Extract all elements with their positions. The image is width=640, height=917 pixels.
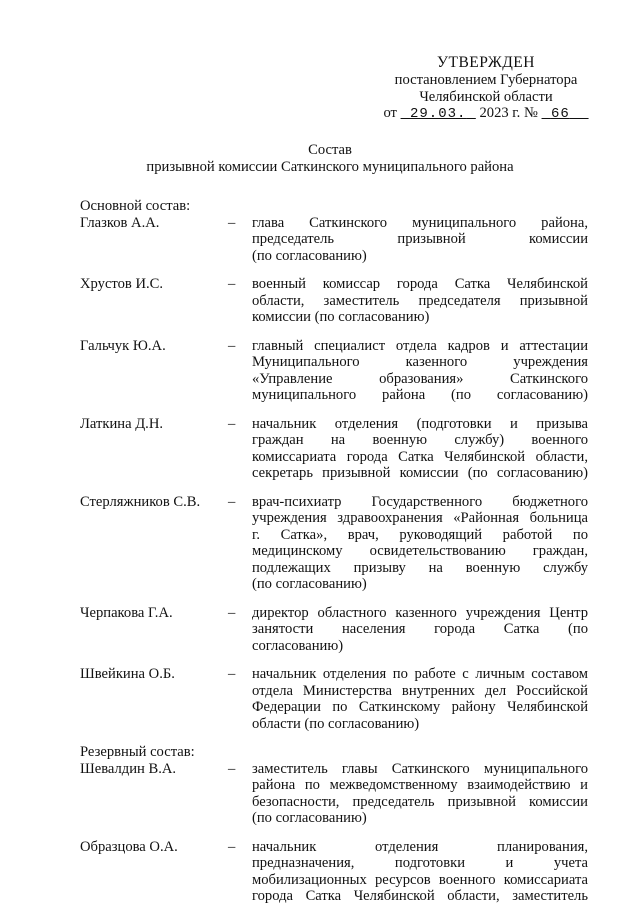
- member-name: Образцова О.А.: [80, 838, 178, 855]
- position-line: начальник отделения (подготовки и призыва: [252, 415, 588, 432]
- heading-line-2: призывной комиссии Саткинского муниципального района: [146, 158, 514, 175]
- position-line: отдела Министерства внутренних дел Российской: [252, 682, 588, 699]
- member-row: [80, 215, 588, 265]
- member-row: [80, 338, 588, 404]
- member-dash: –: [228, 838, 236, 855]
- member-position: [252, 338, 588, 404]
- member-name: Латкина Д.Н.: [80, 415, 164, 432]
- member-dash: –: [228, 337, 236, 354]
- member-row: [80, 276, 588, 326]
- position-line: начальник отделения планирования,: [252, 838, 588, 855]
- member-position: [252, 276, 588, 326]
- member-position: [252, 839, 588, 905]
- member-dash: –: [228, 604, 236, 621]
- position-line: комиссариата города Сатка Челябинской области,: [252, 448, 588, 465]
- position-line: города Сатка Челябинской области, заместитель: [252, 888, 588, 904]
- position-line: занятости населения города Сатка (по: [252, 621, 588, 637]
- position-line: (по согласованию): [252, 810, 367, 826]
- position-line: комиссии (по согласованию): [252, 309, 430, 325]
- member-dash: –: [228, 493, 236, 510]
- member-position: [252, 494, 588, 593]
- position-line: военный комиссар города Сатка Челябинской: [252, 276, 588, 292]
- position-line: секретарь призывной комиссии (по согласованию): [252, 465, 588, 481]
- member-row: [80, 416, 588, 482]
- position-line: главный специалист отдела кадров и аттестации: [252, 337, 588, 354]
- member-name: Стерляжников С.В.: [80, 493, 201, 510]
- document-heading: [80, 142, 580, 175]
- position-line: г. Сатка», врач, руководящий работой по: [252, 526, 588, 543]
- member-name: Шевалдин В.А.: [80, 760, 177, 777]
- position-line: заместитель главы Саткинского муниципального: [252, 760, 588, 777]
- member-name: Глазков А.А.: [80, 214, 160, 231]
- position-line: директор областного казенного учреждения Центр: [252, 604, 588, 621]
- member-dash: –: [228, 760, 236, 777]
- position-line: подлежащих призыву на военную службу: [252, 559, 588, 576]
- position-line: муниципального района (по согласованию): [252, 387, 588, 403]
- date-value: 29.03.: [409, 106, 467, 122]
- member-position: [252, 761, 588, 827]
- member-row: [80, 494, 588, 593]
- position-line: (по согласованию): [252, 247, 367, 264]
- member-position: [252, 605, 588, 655]
- member-name: Швейкина О.Б.: [80, 666, 175, 682]
- member-dash: –: [228, 666, 236, 682]
- position-line: начальник отделения по работе с личным составом: [252, 666, 588, 682]
- position-line: мобилизационных ресурсов военного комиссариата: [252, 871, 588, 888]
- member-name: Гальчук Ю.А.: [80, 337, 166, 354]
- heading-line-1: Состав: [308, 142, 352, 158]
- member-dash: –: [228, 276, 236, 292]
- member-position: [252, 666, 588, 732]
- member-position: [252, 416, 588, 482]
- decree-number: 66: [550, 106, 570, 122]
- position-line: области (по согласованию): [252, 715, 420, 732]
- reserve-members-list: [80, 761, 588, 905]
- position-line: медицинскому освидетельствованию граждан,: [252, 543, 588, 559]
- approval-block: [370, 54, 602, 123]
- approval-line-1: постановлением Губернатора: [394, 72, 578, 88]
- position-line: «Управление образования» Саткинского: [252, 370, 588, 387]
- position-line: района по межведомственному взаимодействию и: [252, 777, 588, 793]
- approval-title: УТВЕРЖДЕН: [437, 54, 535, 71]
- member-name: Черпакова Г.А.: [80, 604, 173, 621]
- reserve-section-title: Резервный состав:: [80, 744, 195, 760]
- date-prefix: от: [383, 105, 397, 121]
- position-line: учреждения здравоохранения «Районная больница: [252, 510, 588, 526]
- main-members-list: [80, 215, 588, 733]
- approval-date-line: [370, 105, 602, 123]
- position-line: Федерации по Саткинскому району Челябинской: [252, 699, 588, 715]
- position-line: председатель призывной комиссии: [252, 231, 588, 247]
- position-line: безопасности, председатель призывной комиссии: [252, 793, 588, 810]
- position-line: врач-психиатр Государственного бюджетного: [252, 493, 588, 510]
- member-position: [252, 215, 588, 265]
- year-text: 2023 г. №: [479, 105, 538, 121]
- position-line: предназначения, подготовки и учета: [252, 855, 588, 871]
- position-line: Муниципального казенного учреждения: [252, 354, 588, 370]
- member-name: Хрустов И.С.: [80, 276, 164, 292]
- member-row: [80, 839, 588, 905]
- member-row: [80, 605, 588, 655]
- main-section-title: Основной состав:: [80, 198, 191, 214]
- position-line: области, заместитель председателя призывной: [252, 292, 588, 309]
- member-dash: –: [228, 214, 236, 231]
- position-line: согласованию): [252, 637, 344, 654]
- approval-line-2: Челябинской области: [419, 88, 553, 105]
- member-dash: –: [228, 415, 236, 432]
- position-line: глава Саткинского муниципального района,: [252, 214, 588, 231]
- member-row: [80, 761, 588, 827]
- members-content: [80, 198, 588, 917]
- position-line: (по согласованию): [252, 576, 367, 592]
- position-line: граждан на военную службу) военного: [252, 432, 588, 448]
- member-row: [80, 666, 588, 732]
